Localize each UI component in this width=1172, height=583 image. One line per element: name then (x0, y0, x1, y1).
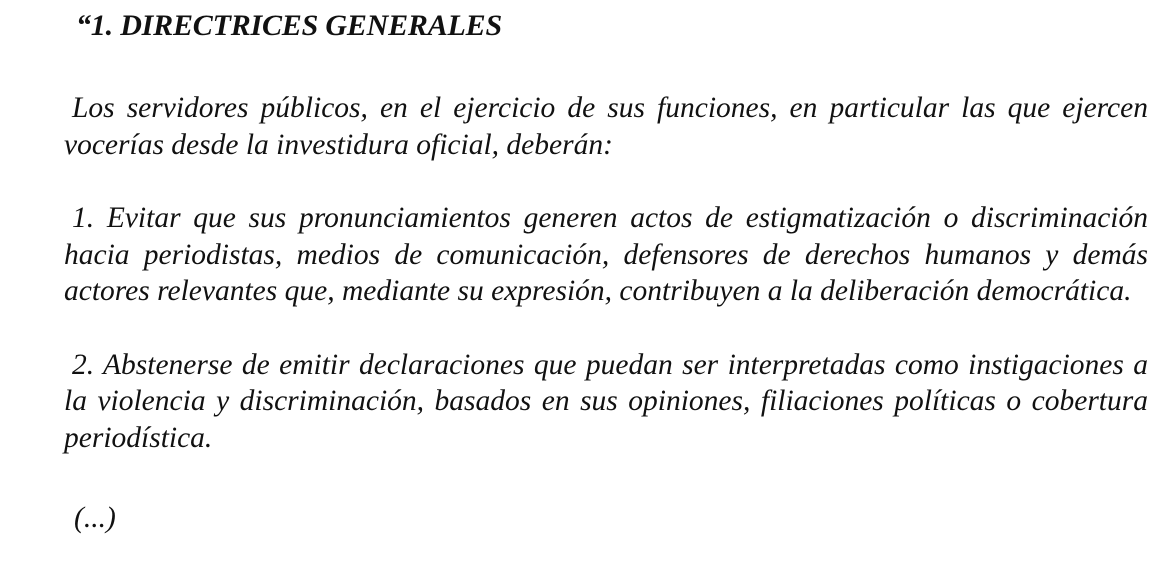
directive-item-1: 1. Evitar que sus pronunciamientos generen actos de estigmatización o discriminación hacia periodistas, medios de comunicación, defensores de derechos humanos y demás actores relevantes que, mediante su expresión, contribuyen a la deliberación democrática. (64, 202, 1148, 307)
intro-paragraph: Los servidores públicos, en el ejercicio de sus funciones, en particular las que ejercen vocerías desde la investidura oficial, deberán: (64, 92, 1148, 161)
directive-item-2: 2. Abstenerse de emitir declaraciones que puedan ser interpretadas como instigaciones a la violencia y discriminación, basados en sus opiniones, filiaciones políticas o cobertura periodística. (64, 348, 1148, 454)
omission-ellipsis: (...) (74, 502, 116, 534)
section-heading: “1. DIRECTRICES GENERALES (76, 9, 502, 42)
document-page (64, 0, 1148, 536)
